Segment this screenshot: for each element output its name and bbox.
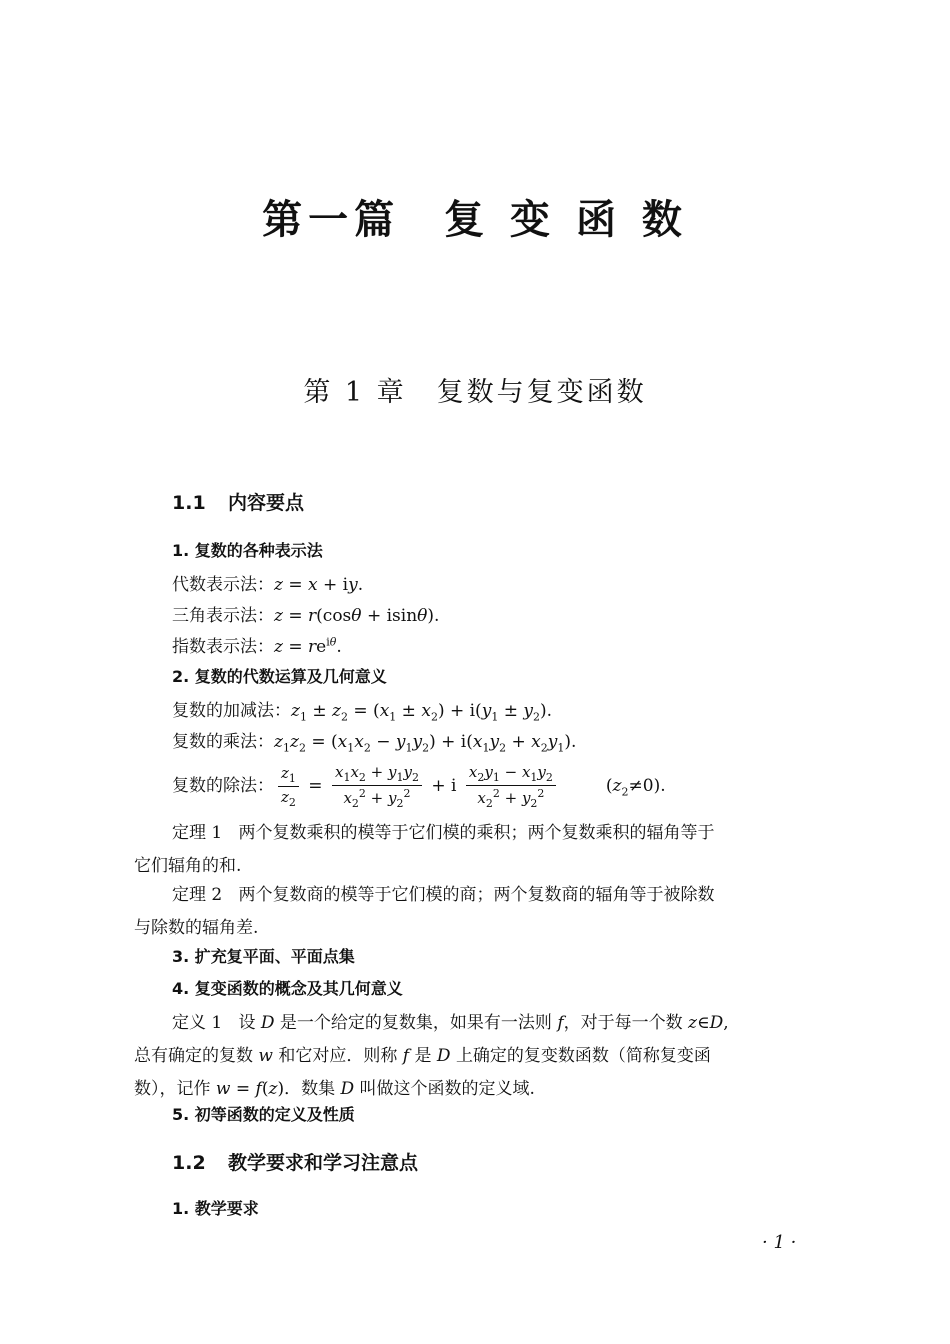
item-heading-4: 4. 复变函数的概念及其几何意义: [172, 979, 403, 998]
page-number: · 1 ·: [762, 1232, 797, 1253]
item-heading-3: 3. 扩充复平面、平面点集: [172, 947, 355, 966]
part-name: 复 变 函 数: [444, 197, 688, 243]
mul-formula: 复数的乘法：$z_1z_2 = (x_1x_2 - y_1y_2) + i(x_1y_2 + x_2y_1)$.: [172, 732, 577, 755]
chapter-label: 第 1 章: [303, 377, 407, 408]
theorem-1: 定理 1 两个复数乘积的模等于它们模的乘积；两个复数乘积的辐角等于 它们辐角的和.: [134, 823, 715, 876]
section-heading-1-2: 1.2 教学要求和学习注意点: [172, 1152, 419, 1174]
chapter-name: 复数与复变函数: [436, 377, 647, 408]
item-heading-1: 1. 复数的各种表示法: [172, 541, 323, 560]
part-label: 第一篇: [262, 197, 401, 243]
chapter-title: [0, 370, 950, 409]
theorem-2: 定理 2 两个复数商的模等于它们模的商；两个复数商的辐角等于被除数 与除数的辐角差.: [134, 885, 715, 938]
item-heading-5: 5. 初等函数的定义及性质: [172, 1105, 355, 1124]
trig-form: 三角表示法：z = r(cosθ + isinθ).: [172, 606, 440, 626]
item-heading-teaching: 1. 教学要求: [172, 1199, 259, 1218]
exp-form: 指数表示法：$z = re^{i\theta}$.: [172, 635, 342, 657]
div-formula: 复数的除法： $\frac{z_1}{z_2}$ = $\frac{x_1x_2 + y_1y_2}{x_2^2 + y_2^2}$ + i $\frac{x_2y_1 - x_1y_2}{x_2^2 + y_2^2}$ $(z_2\ne 0)$.: [172, 763, 666, 810]
definition-1: 定义 1 设 D 是一个给定的复数集，如果有一法则 f，对于每一个数 z∈D, 总有确定的复数 w 和它对应．则称 f 是 D 上确定的复变数函数（简称复变函 数），记作 w = f(z)．数集 D 叫做这个函数的定义域.: [134, 1013, 729, 1099]
add-sub-formula: 复数的加减法：$z_1 \pm z_2 = (x_1 \pm x_2) + i(y_1 \pm y_2)$.: [172, 701, 553, 724]
algebraic-form: 代数表示法：z = x + iy.: [172, 575, 364, 595]
section-heading-1-1: 1.1 内容要点: [172, 492, 305, 514]
part-title: [0, 188, 950, 245]
item-heading-2: 2. 复数的代数运算及几何意义: [172, 667, 387, 686]
